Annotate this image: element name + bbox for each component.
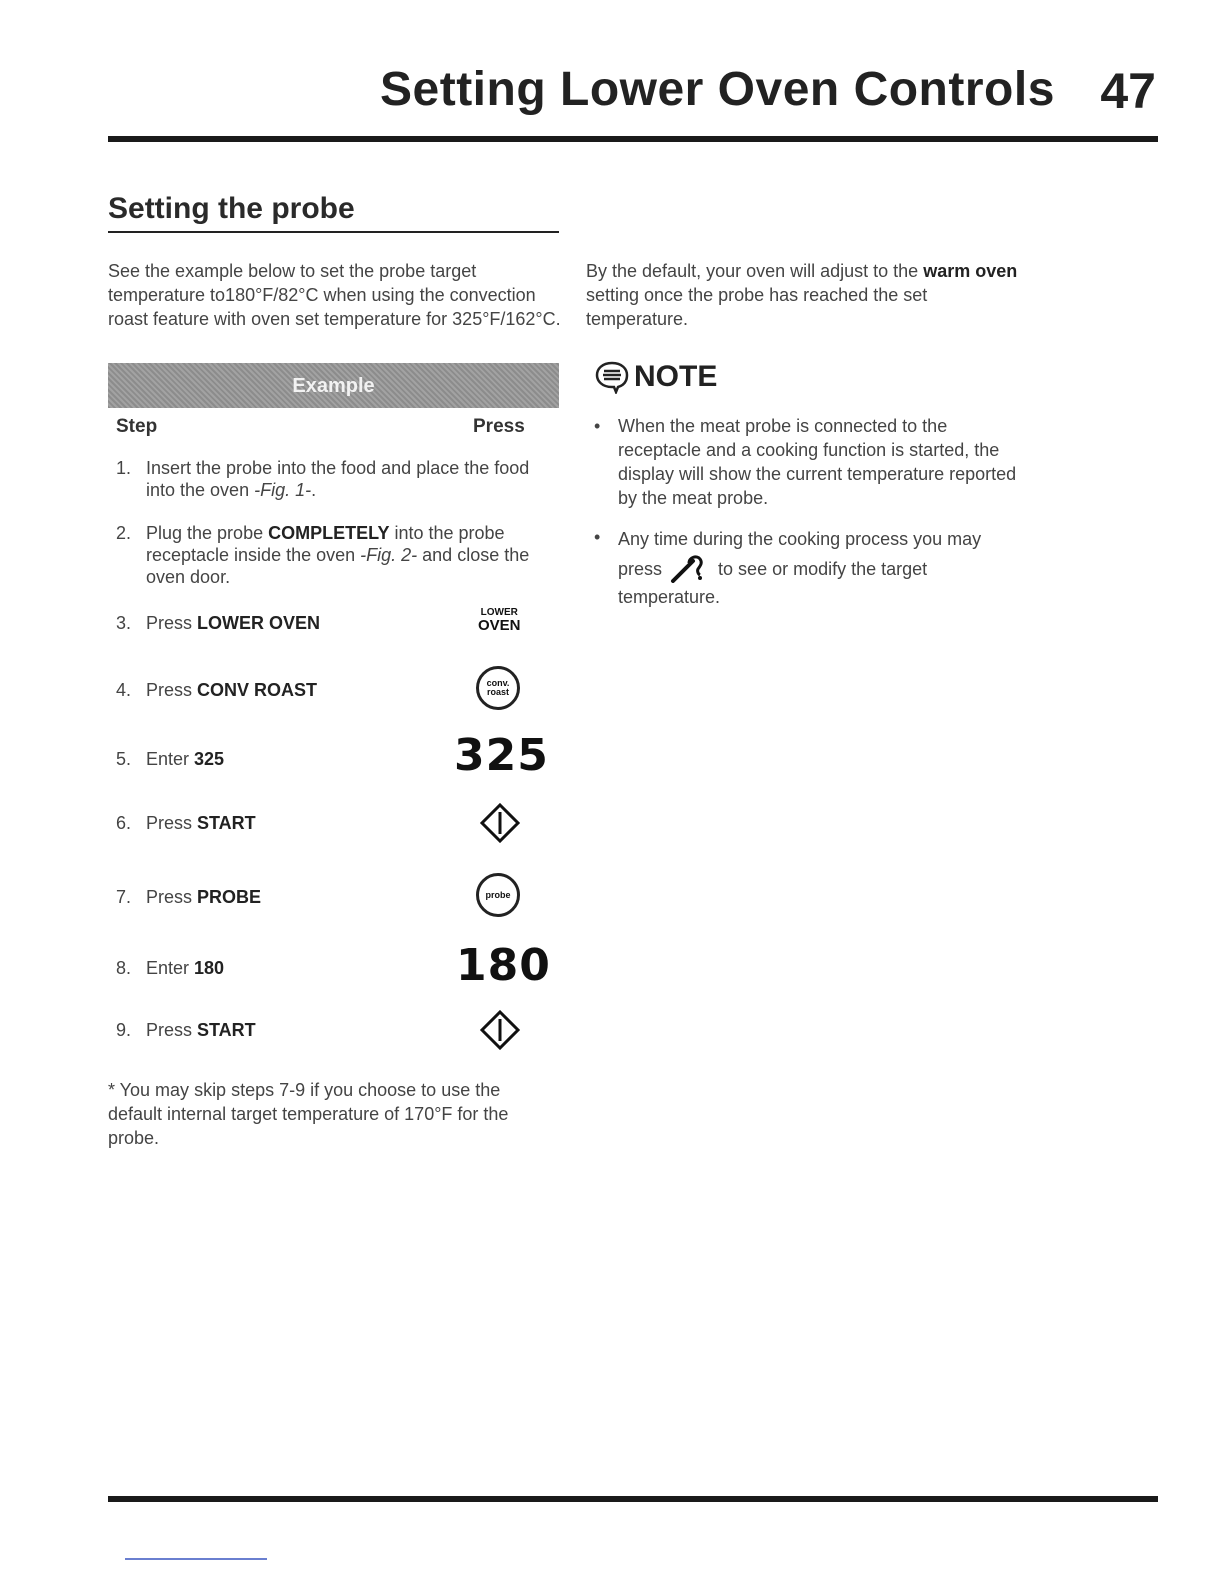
column-header-step: Step [116,416,158,437]
step-number: 4. [116,680,132,700]
step-text: Press START [146,1020,256,1040]
footer-accent-line [125,1558,267,1560]
note-title: NOTE [634,360,718,393]
step-7 [116,886,536,908]
step-text: Enter 325 [146,749,225,769]
bullet-dot: • [594,527,601,547]
bullet-text: When the meat probe is connected to the receptacle and a cooking function is started, the display will show the current temperature reported by the meat probe. [618,416,1017,508]
step-number: 3. [116,613,132,633]
step-text: Press START [146,813,256,833]
step-1 [116,457,536,500]
step-6 [116,812,536,834]
start-icon [480,1010,520,1050]
warm-oven-paragraph: By the default, your oven will adjust to the warm oven setting once the probe has reached the set temperature. [586,261,1018,329]
step-2 [116,522,536,587]
probe-icon [667,553,713,583]
step-text: Plug the probe COMPLETELY into the probe receptacle inside the oven -Fig. 2- and close the oven door. [146,523,530,587]
step-text: Press PROBE [146,887,262,907]
probe-key-icon: probe [476,873,520,917]
example-banner: Example [108,363,559,408]
bullet-text: Any time during the cooking process you may press to see or modify the target temperature. [618,529,982,607]
page-number: 47 [1100,63,1156,119]
step-text: Enter 180 [146,958,225,978]
bullet-dot: • [594,416,601,436]
step-9 [116,1019,536,1041]
lower-oven-key [478,608,521,633]
note-header [594,360,717,394]
step-number: 7. [116,887,132,907]
page-title: Setting Lower Oven Controls [380,63,1055,116]
step-number: 2. [116,523,132,543]
intro-paragraph: See the example below to set the probe target temperature to180°F/82°C when using the convection roast feature with oven set temperature for 325°F/162°C. [108,261,561,329]
section-rule [108,231,559,233]
step-number: 9. [116,1020,132,1040]
footnote: * You may skip steps 7-9 if you choose to use the default internal target temperature of 170°F for the probe. [108,1080,509,1148]
step-text: Insert the probe into the food and place the food into the oven -Fig. 1-. [146,458,530,500]
start-icon [480,803,520,843]
display-180: 180 [456,940,551,991]
step-text: Press CONV ROAST [146,680,318,700]
note-icon [594,360,630,394]
column-header-press: Press [473,416,525,437]
step-number: 1. [116,458,132,478]
step-4 [116,679,536,701]
header-rule [108,136,1158,142]
footer-rule [108,1496,1158,1502]
step-text: Press LOWER OVEN [146,613,321,633]
step-number: 6. [116,813,132,833]
step-number: 8. [116,958,132,978]
step-3 [116,612,536,634]
display-325: 325 [454,730,549,781]
conv-roast-icon: conv. roast [476,666,520,710]
step-number: 5. [116,749,132,769]
section-title: Setting the probe [108,192,355,225]
lower-oven-key-line1: LOWER [480,607,518,618]
lower-oven-key-line2: OVEN [478,617,521,634]
